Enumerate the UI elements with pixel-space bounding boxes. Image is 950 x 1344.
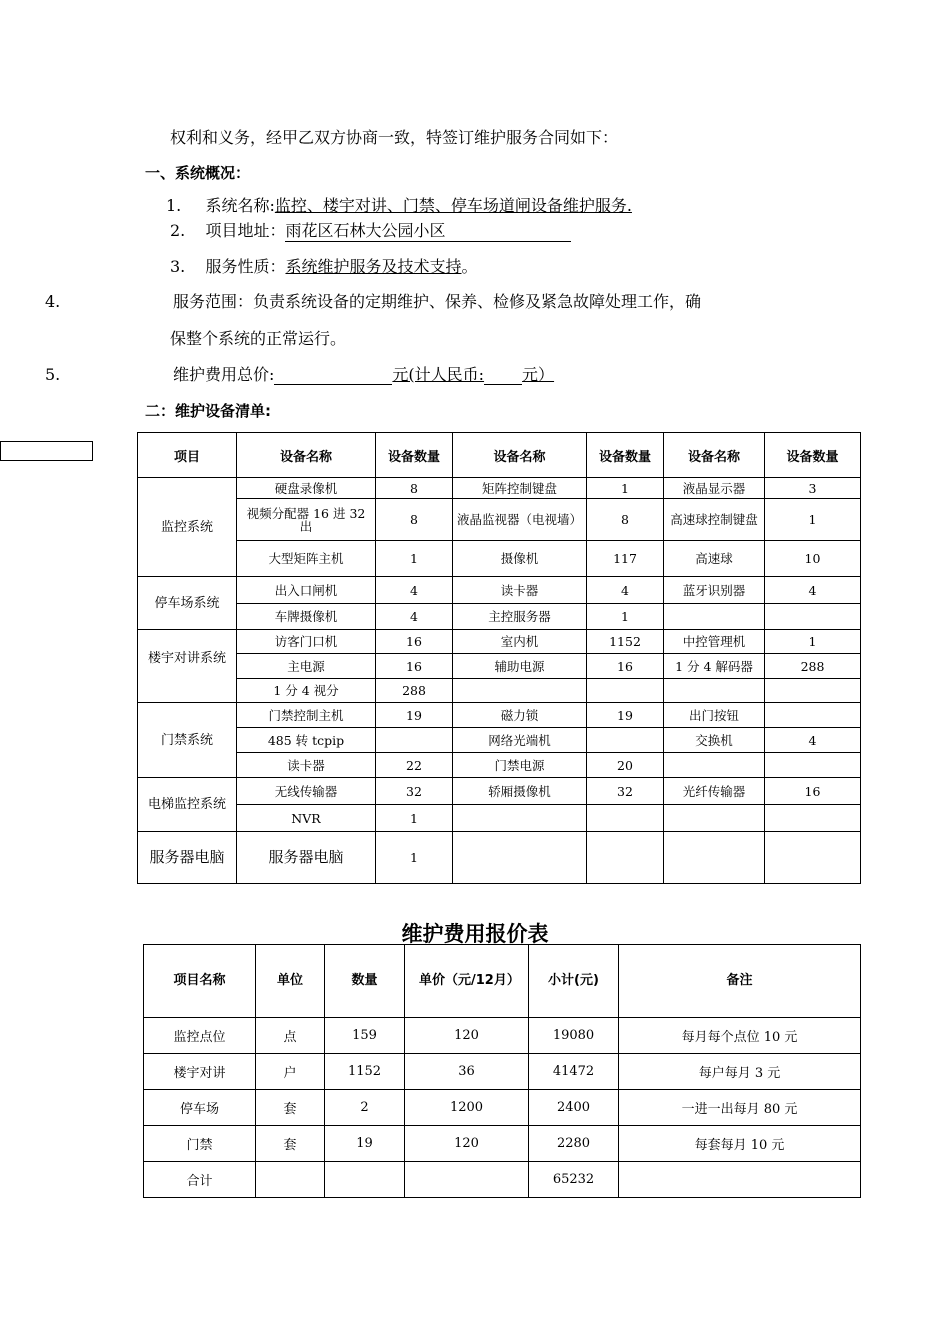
device-qty: 20	[587, 753, 664, 778]
device-name: 网络光端机	[453, 728, 587, 753]
category-cell: 监控系统	[138, 478, 237, 577]
item-3	[170, 257, 478, 277]
fee-header-item: 项目名称	[144, 945, 256, 1018]
device-qty: 1	[587, 604, 664, 630]
device-name: 矩阵控制键盘	[453, 478, 587, 499]
device-name: 服务器电脑	[237, 832, 376, 884]
fee-subtotal: 41472	[529, 1054, 619, 1090]
header-device-qty-2: 设备数量	[587, 433, 664, 478]
item-3-end: 。	[461, 257, 478, 276]
device-qty	[376, 728, 453, 753]
device-name: 主电源	[237, 654, 376, 679]
device-qty: 117	[587, 541, 664, 577]
item-5-mid: 元(计人民币:	[392, 365, 485, 384]
item-5-blank-2	[484, 366, 522, 385]
table-row	[138, 577, 861, 604]
device-qty	[587, 679, 664, 703]
device-name: 液晶监视器（电视墙）	[453, 499, 587, 541]
device-name	[453, 805, 587, 832]
item-2-label: 项目地址：	[205, 221, 286, 240]
device-qty: 1	[765, 499, 861, 541]
device-name: 读卡器	[453, 577, 587, 604]
device-name: 门禁控制主机	[237, 703, 376, 728]
table-row	[144, 1018, 861, 1054]
device-name	[453, 679, 587, 703]
fee-item: 监控点位	[144, 1018, 256, 1054]
device-name	[664, 753, 765, 778]
equipment-header-row	[138, 433, 861, 478]
device-name	[664, 604, 765, 630]
table-row	[138, 679, 861, 703]
table-row	[138, 703, 861, 728]
item-5-number: 5.	[45, 365, 61, 384]
device-name: 1 分 4 解码器	[664, 654, 765, 679]
table-row	[138, 778, 861, 805]
fee-subtotal: 2400	[529, 1090, 619, 1126]
table-row	[138, 541, 861, 577]
device-qty: 288	[376, 679, 453, 703]
fee-unit: 户	[256, 1054, 325, 1090]
device-name: 1 分 4 视分	[237, 679, 376, 703]
device-qty: 16	[765, 778, 861, 805]
table-row	[144, 1126, 861, 1162]
device-qty: 4	[765, 728, 861, 753]
item-1	[166, 196, 632, 216]
device-qty: 10	[765, 541, 861, 577]
device-qty: 32	[587, 778, 664, 805]
device-qty	[765, 604, 861, 630]
fee-price: 36	[405, 1054, 529, 1090]
device-qty	[765, 679, 861, 703]
fee-note	[619, 1162, 861, 1198]
device-qty: 1	[376, 805, 453, 832]
section1-heading: 一、系统概况：	[145, 164, 251, 182]
device-name: 磁力锁	[453, 703, 587, 728]
item-5-blank-1	[274, 366, 392, 385]
table-row	[138, 478, 861, 499]
device-qty: 32	[376, 778, 453, 805]
device-qty: 22	[376, 753, 453, 778]
device-qty: 16	[376, 654, 453, 679]
device-name: NVR	[237, 805, 376, 832]
device-qty: 16	[376, 630, 453, 654]
device-name: 主控服务器	[453, 604, 587, 630]
equipment-table	[137, 432, 861, 884]
item-2-number: 2.	[170, 221, 186, 240]
fee-item: 门禁	[144, 1126, 256, 1162]
table-row	[144, 1090, 861, 1126]
fee-price: 120	[405, 1126, 529, 1162]
item-4-line1: 服务范围：负责系统设备的定期维护、保养、检修及紧急故障处理工作，确	[173, 292, 702, 311]
table-row	[144, 1054, 861, 1090]
fee-unit: 套	[256, 1126, 325, 1162]
item-2-value: 雨花区石林大公园小区	[285, 221, 571, 242]
header-device-name-1: 设备名称	[237, 433, 376, 478]
fee-table	[143, 944, 861, 1198]
device-name	[453, 832, 587, 884]
item-2	[170, 221, 571, 242]
device-name: 中控管理机	[664, 630, 765, 654]
category-cell: 电梯监控系统	[138, 778, 237, 832]
item-5-end: 元）	[522, 365, 555, 384]
fee-price	[405, 1162, 529, 1198]
device-name	[664, 832, 765, 884]
category-cell: 服务器电脑	[138, 832, 237, 884]
device-name: 轿厢摄像机	[453, 778, 587, 805]
header-project: 项目	[138, 433, 237, 478]
device-name: 高速球	[664, 541, 765, 577]
device-name: 辅助电源	[453, 654, 587, 679]
fee-unit: 套	[256, 1090, 325, 1126]
device-qty	[587, 832, 664, 884]
category-cell: 楼宇对讲系统	[138, 630, 237, 703]
fee-subtotal: 2280	[529, 1126, 619, 1162]
item-4-line2: 保整个系统的正常运行。	[170, 329, 347, 348]
fee-price: 120	[405, 1018, 529, 1054]
device-name: 高速球控制键盘	[664, 499, 765, 541]
device-name: 出入口闸机	[237, 577, 376, 604]
device-name: 摄像机	[453, 541, 587, 577]
device-qty	[765, 832, 861, 884]
device-qty: 19	[376, 703, 453, 728]
fee-price: 1200	[405, 1090, 529, 1126]
fee-header-subtotal: 小计(元)	[529, 945, 619, 1018]
fee-item: 合计	[144, 1162, 256, 1198]
fee-qty: 2	[325, 1090, 405, 1126]
fee-header-qty: 数量	[325, 945, 405, 1018]
table-row	[138, 728, 861, 753]
device-qty: 3	[765, 478, 861, 499]
header-device-qty-3: 设备数量	[765, 433, 861, 478]
device-qty	[765, 805, 861, 832]
total-row	[144, 1162, 861, 1198]
device-name: 无线传输器	[237, 778, 376, 805]
header-device-name-3: 设备名称	[664, 433, 765, 478]
device-qty: 19	[587, 703, 664, 728]
fee-total: 65232	[529, 1162, 619, 1198]
device-name: 车牌摄像机	[237, 604, 376, 630]
device-name: 门禁电源	[453, 753, 587, 778]
fee-header-note: 备注	[619, 945, 861, 1018]
device-name: 光纤传输器	[664, 778, 765, 805]
device-qty: 4	[765, 577, 861, 604]
device-qty	[587, 805, 664, 832]
device-qty: 8	[587, 499, 664, 541]
item-3-number: 3.	[170, 257, 186, 276]
table-row	[138, 604, 861, 630]
fee-note: 每套每月 10 元	[619, 1126, 861, 1162]
category-cell: 停车场系统	[138, 577, 237, 630]
device-qty: 4	[587, 577, 664, 604]
device-qty: 4	[376, 577, 453, 604]
header-device-qty-1: 设备数量	[376, 433, 453, 478]
fee-qty: 19	[325, 1126, 405, 1162]
fee-qty	[325, 1162, 405, 1198]
device-name: 出门按钮	[664, 703, 765, 728]
device-qty	[765, 703, 861, 728]
item-4-number: 4.	[45, 292, 61, 311]
fee-header-row	[144, 945, 861, 1018]
device-name: 蓝牙识别器	[664, 577, 765, 604]
item-3-value: 系统维护服务及技术支持	[285, 257, 462, 276]
device-name: 485 转 tcpip	[237, 728, 376, 753]
fee-header-unit: 单位	[256, 945, 325, 1018]
device-qty: 1	[376, 832, 453, 884]
header-device-name-2: 设备名称	[453, 433, 587, 478]
fee-note: 每户每月 3 元	[619, 1054, 861, 1090]
fee-note: 每月每个点位 10 元	[619, 1018, 861, 1054]
table-row	[138, 805, 861, 832]
empty-box	[0, 441, 93, 461]
fee-qty: 1152	[325, 1054, 405, 1090]
fee-subtotal: 19080	[529, 1018, 619, 1054]
device-name	[664, 805, 765, 832]
device-qty: 8	[376, 499, 453, 541]
device-qty: 4	[376, 604, 453, 630]
fee-note: 一进一出每月 80 元	[619, 1090, 861, 1126]
device-name: 访客门口机	[237, 630, 376, 654]
device-qty	[765, 753, 861, 778]
table-row	[138, 630, 861, 654]
item-1-label: 系统名称:	[205, 196, 275, 215]
fee-header-price: 单价（元/12月）	[405, 945, 529, 1018]
device-qty: 16	[587, 654, 664, 679]
section2-heading: 二：维护设备清单:	[145, 402, 271, 420]
device-qty: 8	[376, 478, 453, 499]
fee-item: 停车场	[144, 1090, 256, 1126]
item-3-label: 服务性质：	[205, 257, 286, 276]
device-name: 室内机	[453, 630, 587, 654]
fee-item: 楼宇对讲	[144, 1054, 256, 1090]
device-qty: 288	[765, 654, 861, 679]
fee-table-title: 维护费用报价表	[401, 922, 549, 946]
device-qty: 1	[765, 630, 861, 654]
item-5-label: 维护费用总价:	[173, 365, 275, 384]
device-name: 大型矩阵主机	[237, 541, 376, 577]
table-row	[138, 832, 861, 884]
device-name: 交换机	[664, 728, 765, 753]
device-name: 读卡器	[237, 753, 376, 778]
table-row	[138, 753, 861, 778]
device-name: 液晶显示器	[664, 478, 765, 499]
item-1-number: 1.	[166, 196, 182, 215]
device-qty: 1152	[587, 630, 664, 654]
fee-qty: 159	[325, 1018, 405, 1054]
device-name: 视频分配器 16 进 32 出	[237, 499, 376, 541]
device-qty: 1	[376, 541, 453, 577]
device-qty	[587, 728, 664, 753]
item-1-value: 监控、楼宇对讲、门禁、停车场道闸设备维护服务.	[274, 196, 632, 215]
device-qty: 1	[587, 478, 664, 499]
device-name: 硬盘录像机	[237, 478, 376, 499]
table-row	[138, 499, 861, 541]
item-5	[173, 365, 554, 385]
fee-unit	[256, 1162, 325, 1198]
fee-unit: 点	[256, 1018, 325, 1054]
device-name	[664, 679, 765, 703]
intro-line: 权利和义务，经甲乙双方协商一致，特签订维护服务合同如下：	[170, 128, 619, 147]
category-cell: 门禁系统	[138, 703, 237, 778]
table-row	[138, 654, 861, 679]
